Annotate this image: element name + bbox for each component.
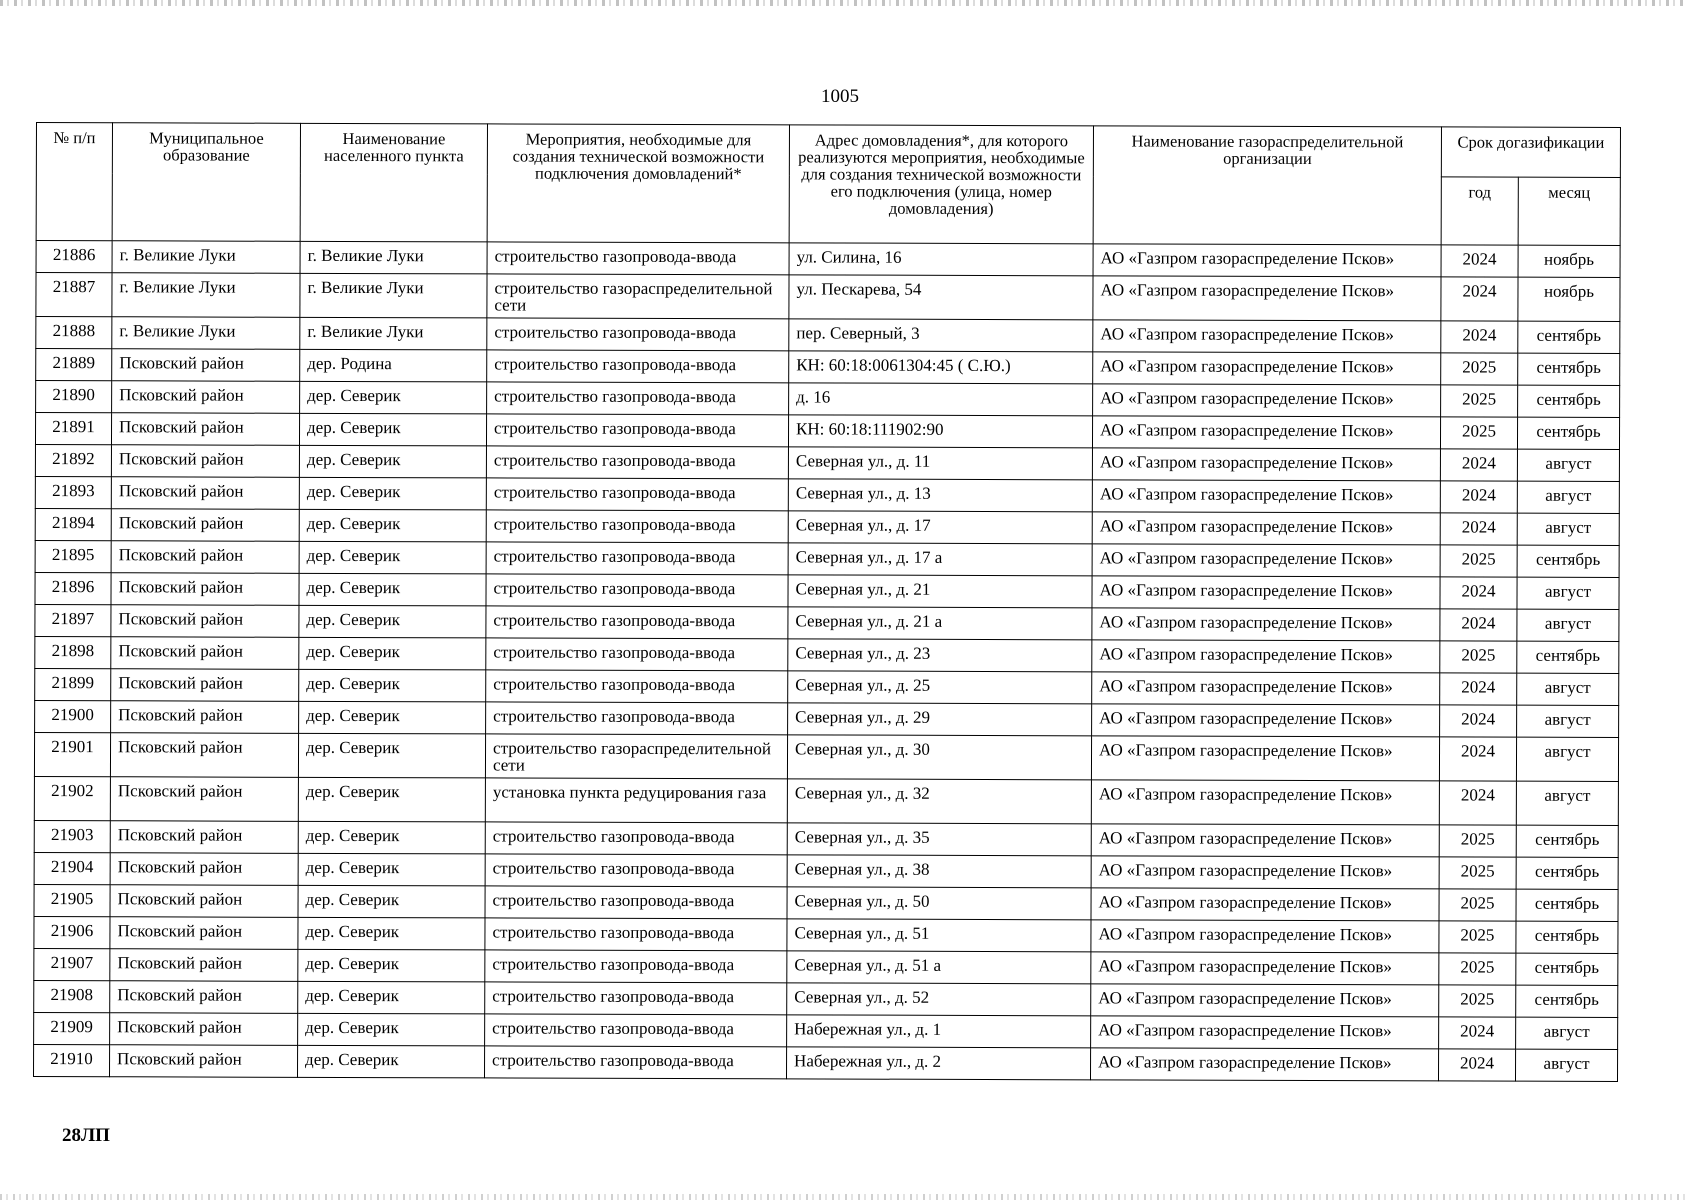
cell-num: 21897 bbox=[35, 604, 111, 636]
table-row bbox=[36, 273, 1620, 322]
table-row bbox=[34, 1012, 1618, 1049]
cell-municipality: Псковский район bbox=[111, 541, 299, 574]
cell-measure: строительство газопровода-ввода bbox=[486, 542, 788, 575]
cell-organization: АО «Газпром газораспределение Псков» bbox=[1090, 1048, 1438, 1081]
cell-municipality: Псковский район bbox=[111, 477, 299, 510]
cell-municipality: Псковский район bbox=[112, 349, 300, 382]
cell-num: 21909 bbox=[34, 1012, 110, 1044]
header-num: № п/п bbox=[36, 123, 112, 241]
cell-measure: строительство газопровода-ввода bbox=[486, 414, 788, 447]
cell-measure: строительство газопровода-ввода bbox=[485, 822, 787, 855]
cell-num: 21901 bbox=[34, 732, 110, 776]
cell-month: август bbox=[1517, 577, 1619, 609]
cell-num: 21891 bbox=[35, 413, 111, 445]
cell-organization: АО «Газпром газораспределение Псков» bbox=[1092, 544, 1440, 577]
cell-measure: строительство газопровода-ввода bbox=[485, 982, 787, 1015]
cell-measure: строительство газопровода-ввода bbox=[485, 918, 787, 951]
table-row bbox=[36, 241, 1620, 278]
cell-organization: АО «Газпром газораспределение Псков» bbox=[1092, 416, 1440, 449]
table-row bbox=[34, 1044, 1618, 1081]
table-body bbox=[34, 241, 1621, 1082]
cell-num: 21902 bbox=[34, 776, 110, 820]
cell-address: Северная ул., д. 23 bbox=[788, 639, 1092, 672]
scan-edge-bottom bbox=[0, 1194, 1686, 1200]
cell-num: 21894 bbox=[35, 508, 111, 540]
table-row bbox=[36, 381, 1620, 418]
cell-measure: строительство газопровода-ввода bbox=[487, 318, 789, 351]
header-year: год bbox=[1441, 177, 1518, 245]
cell-address: ул. Пескарева, 54 bbox=[789, 275, 1093, 320]
cell-year: 2025 bbox=[1439, 985, 1516, 1017]
cell-organization: АО «Газпром газораспределение Псков» bbox=[1092, 448, 1440, 481]
cell-municipality: Псковский район bbox=[110, 1013, 298, 1046]
cell-measure: строительство газопровода-ввода bbox=[486, 702, 788, 735]
cell-address: Северная ул., д. 25 bbox=[788, 671, 1092, 704]
cell-month: сентябрь bbox=[1516, 953, 1618, 985]
cell-settlement: дер. Северик bbox=[298, 777, 485, 822]
cell-month: август bbox=[1516, 737, 1618, 781]
cell-num: 21890 bbox=[36, 381, 112, 413]
cell-address: Набережная ул., д. 1 bbox=[787, 1015, 1091, 1048]
cell-month: сентябрь bbox=[1516, 857, 1618, 889]
cell-year: 2024 bbox=[1439, 1017, 1516, 1049]
table-header bbox=[36, 123, 1620, 246]
cell-settlement: дер. Северик bbox=[299, 637, 486, 670]
cell-organization: АО «Газпром газораспределение Псков» bbox=[1093, 276, 1441, 321]
cell-month: сентябрь bbox=[1518, 385, 1620, 417]
scan-edge-top bbox=[0, 0, 1686, 6]
cell-month: август bbox=[1516, 781, 1618, 825]
cell-organization: АО «Газпром газораспределение Псков» bbox=[1091, 780, 1439, 825]
cell-organization: АО «Газпром газораспределение Псков» bbox=[1092, 672, 1440, 705]
cell-address: Набережная ул., д. 2 bbox=[786, 1047, 1090, 1080]
cell-year: 2025 bbox=[1441, 353, 1518, 385]
cell-settlement: дер. Северик bbox=[299, 541, 486, 574]
cell-year: 2024 bbox=[1440, 577, 1517, 609]
cell-settlement: г. Великие Луки bbox=[300, 241, 487, 274]
cell-year: 2024 bbox=[1440, 673, 1517, 705]
cell-municipality: Псковский район bbox=[110, 1045, 298, 1078]
cell-settlement: дер. Северик bbox=[298, 981, 485, 1014]
cell-measure: строительство газопровода-ввода bbox=[486, 670, 788, 703]
cell-municipality: г. Великие Луки bbox=[112, 241, 300, 274]
cell-organization: АО «Газпром газораспределение Псков» bbox=[1092, 480, 1440, 513]
cell-municipality: Псковский район bbox=[111, 509, 299, 542]
cell-address: Северная ул., д. 52 bbox=[787, 983, 1091, 1016]
page-number: 1005 bbox=[821, 86, 859, 107]
cell-month: сентябрь bbox=[1517, 641, 1619, 673]
table-row bbox=[34, 820, 1618, 857]
cell-municipality: Псковский район bbox=[111, 605, 299, 638]
cell-municipality: Псковский район bbox=[110, 885, 298, 918]
cell-month: август bbox=[1517, 673, 1619, 705]
table-row bbox=[34, 884, 1618, 921]
cell-measure: строительство газопровода-ввода bbox=[485, 1014, 787, 1047]
cell-year: 2024 bbox=[1440, 705, 1517, 737]
cell-year: 2024 bbox=[1441, 277, 1518, 321]
cell-year: 2024 bbox=[1440, 449, 1517, 481]
header-address: Адрес домовладения*, для которого реализуются мероприятия, необходимые для создания технической возможности его подключения (улица, номер домовладения) bbox=[789, 125, 1093, 244]
cell-settlement: дер. Северик bbox=[298, 733, 485, 778]
table-row bbox=[35, 413, 1619, 450]
cell-measure: установка пункта редуцирования газа bbox=[485, 778, 787, 823]
cell-organization: АО «Газпром газораспределение Псков» bbox=[1093, 384, 1441, 417]
cell-measure: строительство газораспределительной сети bbox=[485, 734, 787, 779]
cell-measure: строительство газопровода-ввода bbox=[486, 574, 788, 607]
cell-address: Северная ул., д. 30 bbox=[787, 735, 1091, 780]
header-organization: Наименование газораспределительной организации bbox=[1093, 126, 1441, 245]
cell-year: 2025 bbox=[1439, 857, 1516, 889]
cell-address: Северная ул., д. 13 bbox=[788, 479, 1092, 512]
cell-month: август bbox=[1517, 705, 1619, 737]
cell-address: Северная ул., д. 35 bbox=[787, 823, 1091, 856]
cell-organization: АО «Газпром газораспределение Псков» bbox=[1091, 824, 1439, 857]
cell-month: сентябрь bbox=[1516, 985, 1618, 1017]
cell-num: 21904 bbox=[34, 852, 110, 884]
cell-num: 21905 bbox=[34, 884, 110, 916]
cell-organization: АО «Газпром газораспределение Псков» bbox=[1092, 512, 1440, 545]
table-row bbox=[34, 948, 1618, 985]
cell-address: Северная ул., д. 29 bbox=[788, 703, 1092, 736]
cell-organization: АО «Газпром газораспределение Псков» bbox=[1091, 952, 1439, 985]
cell-num: 21903 bbox=[34, 820, 110, 852]
table-row bbox=[35, 476, 1619, 513]
cell-num: 21893 bbox=[35, 476, 111, 508]
table-row bbox=[35, 636, 1619, 673]
cell-municipality: Псковский район bbox=[111, 573, 299, 606]
cell-month: сентябрь bbox=[1517, 417, 1619, 449]
cell-municipality: Псковский район bbox=[111, 445, 299, 478]
cell-num: 21889 bbox=[36, 349, 112, 381]
cell-settlement: дер. Родина bbox=[300, 349, 487, 382]
cell-municipality: Псковский район bbox=[111, 669, 299, 702]
cell-organization: АО «Газпром газораспределение Псков» bbox=[1092, 704, 1440, 737]
cell-num: 21895 bbox=[35, 540, 111, 572]
cell-measure: строительство газопровода-ввода bbox=[487, 242, 789, 275]
cell-organization: АО «Газпром газораспределение Псков» bbox=[1091, 1016, 1439, 1049]
cell-month: август bbox=[1516, 1017, 1618, 1049]
table-row bbox=[35, 540, 1619, 577]
cell-organization: АО «Газпром газораспределение Псков» bbox=[1091, 736, 1439, 781]
cell-measure: строительство газопровода-ввода bbox=[484, 1046, 786, 1079]
header-deadline: Срок догазификации bbox=[1441, 127, 1620, 178]
cell-municipality: г. Великие Луки bbox=[112, 273, 300, 318]
cell-settlement: дер. Северик bbox=[299, 509, 486, 542]
cell-address: Северная ул., д. 32 bbox=[787, 779, 1091, 824]
header-municipality: Муниципальное образование bbox=[112, 123, 300, 242]
header-settlement: Наименование населенного пункта bbox=[300, 123, 487, 242]
cell-settlement: дер. Северик bbox=[298, 949, 485, 982]
cell-municipality: Псковский район bbox=[110, 821, 298, 854]
cell-month: август bbox=[1517, 449, 1619, 481]
cell-address: Северная ул., д. 51 bbox=[787, 919, 1091, 952]
header-month: месяц bbox=[1518, 177, 1620, 245]
cell-year: 2024 bbox=[1438, 1049, 1515, 1081]
cell-num: 21900 bbox=[35, 700, 111, 732]
cell-month: август bbox=[1517, 609, 1619, 641]
cell-month: сентябрь bbox=[1516, 889, 1618, 921]
cell-settlement: г. Великие Луки bbox=[300, 317, 487, 350]
table-row bbox=[35, 668, 1619, 705]
cell-month: сентябрь bbox=[1516, 921, 1618, 953]
cell-year: 2025 bbox=[1441, 385, 1518, 417]
cell-address: Северная ул., д. 50 bbox=[787, 887, 1091, 920]
cell-municipality: Псковский район bbox=[111, 637, 299, 670]
cell-year: 2024 bbox=[1440, 609, 1517, 641]
cell-month: ноябрь bbox=[1518, 277, 1620, 321]
cell-num: 21886 bbox=[36, 241, 112, 273]
cell-address: Северная ул., д. 21 а bbox=[788, 607, 1092, 640]
cell-municipality: Псковский район bbox=[110, 917, 298, 950]
cell-address: пер. Северный, 3 bbox=[789, 319, 1093, 352]
cell-organization: АО «Газпром газораспределение Псков» bbox=[1091, 888, 1439, 921]
cell-settlement: дер. Северик bbox=[299, 605, 486, 638]
cell-settlement: дер. Северик bbox=[298, 1013, 485, 1046]
cell-municipality: Псковский район bbox=[110, 777, 298, 822]
cell-municipality: Псковский район bbox=[110, 949, 298, 982]
cell-organization: АО «Газпром газораспределение Псков» bbox=[1093, 320, 1441, 353]
cell-year: 2024 bbox=[1439, 781, 1516, 825]
cell-municipality: Псковский район bbox=[111, 701, 299, 734]
cell-municipality: Псковский район bbox=[110, 981, 298, 1014]
cell-municipality: г. Великие Луки bbox=[112, 317, 300, 350]
footer-code: 28ЛП bbox=[62, 1125, 110, 1146]
cell-address: ул. Силина, 16 bbox=[789, 243, 1093, 276]
cell-month: август bbox=[1517, 513, 1619, 545]
cell-month: сентябрь bbox=[1518, 321, 1620, 353]
cell-num: 21899 bbox=[35, 668, 111, 700]
cell-address: Северная ул., д. 51 а bbox=[787, 951, 1091, 984]
table-row bbox=[35, 700, 1619, 737]
table-row bbox=[34, 776, 1618, 825]
cell-settlement: дер. Северик bbox=[299, 477, 486, 510]
cell-measure: строительство газопровода-ввода bbox=[486, 638, 788, 671]
table-row bbox=[34, 916, 1618, 953]
cell-address: Северная ул., д. 17 bbox=[788, 511, 1092, 544]
cell-organization: АО «Газпром газораспределение Псков» bbox=[1092, 576, 1440, 609]
cell-address: Северная ул., д. 17 а bbox=[788, 543, 1092, 576]
cell-settlement: дер. Северик bbox=[299, 573, 486, 606]
cell-measure: строительство газопровода-ввода bbox=[485, 886, 787, 919]
cell-address: Северная ул., д. 21 bbox=[788, 575, 1092, 608]
cell-settlement: дер. Северик bbox=[298, 853, 485, 886]
cell-month: сентябрь bbox=[1518, 353, 1620, 385]
cell-num: 21908 bbox=[34, 980, 110, 1012]
cell-settlement: дер. Северик bbox=[298, 917, 485, 950]
cell-organization: АО «Газпром газораспределение Псков» bbox=[1091, 856, 1439, 889]
cell-num: 21898 bbox=[35, 636, 111, 668]
cell-address: д. 16 bbox=[789, 383, 1093, 416]
cell-month: август bbox=[1515, 1049, 1617, 1081]
table-row bbox=[35, 572, 1619, 609]
cell-measure: строительство газораспределительной сети bbox=[487, 274, 789, 319]
cell-municipality: Псковский район bbox=[110, 853, 298, 886]
cell-settlement: дер. Северик bbox=[298, 885, 485, 918]
table-row bbox=[36, 317, 1620, 354]
cell-settlement: дер. Северик bbox=[300, 381, 487, 414]
cell-year: 2025 bbox=[1440, 417, 1517, 449]
cell-num: 21896 bbox=[35, 572, 111, 604]
cell-year: 2024 bbox=[1441, 245, 1518, 277]
cell-num: 21907 bbox=[34, 948, 110, 980]
table-row bbox=[35, 508, 1619, 545]
header-measures: Мероприятия, необходимые для создания технической возможности подключения домовладений* bbox=[487, 124, 789, 243]
cell-year: 2025 bbox=[1440, 545, 1517, 577]
table-row bbox=[34, 732, 1618, 781]
cell-organization: АО «Газпром газораспределение Псков» bbox=[1093, 352, 1441, 385]
table-row bbox=[36, 349, 1620, 386]
cell-measure: строительство газопровода-ввода bbox=[486, 606, 788, 639]
cell-settlement: дер. Северик bbox=[299, 701, 486, 734]
cell-municipality: Псковский район bbox=[112, 381, 300, 414]
cell-year: 2025 bbox=[1440, 641, 1517, 673]
cell-num: 21910 bbox=[34, 1044, 110, 1076]
cell-year: 2024 bbox=[1439, 737, 1516, 781]
cell-year: 2025 bbox=[1439, 825, 1516, 857]
cell-month: август bbox=[1517, 481, 1619, 513]
cell-measure: строительство газопровода-ввода bbox=[486, 446, 788, 479]
cell-organization: АО «Газпром газораспределение Псков» bbox=[1092, 608, 1440, 641]
cell-settlement: дер. Северик bbox=[299, 669, 486, 702]
cell-year: 2024 bbox=[1440, 481, 1517, 513]
table-row bbox=[34, 852, 1618, 889]
cell-settlement: дер. Северик bbox=[298, 821, 485, 854]
cell-organization: АО «Газпром газораспределение Псков» bbox=[1092, 640, 1440, 673]
cell-month: ноябрь bbox=[1518, 245, 1620, 277]
cell-measure: строительство газопровода-ввода bbox=[487, 350, 789, 383]
cell-num: 21888 bbox=[36, 317, 112, 349]
cell-measure: строительство газопровода-ввода bbox=[485, 950, 787, 983]
cell-month: сентябрь bbox=[1516, 825, 1618, 857]
cell-num: 21892 bbox=[35, 444, 111, 476]
cell-organization: АО «Газпром газораспределение Псков» bbox=[1091, 920, 1439, 953]
cell-municipality: Псковский район bbox=[110, 733, 298, 778]
cell-organization: АО «Газпром газораспределение Псков» bbox=[1093, 244, 1441, 277]
cell-year: 2025 bbox=[1439, 921, 1516, 953]
gasification-table bbox=[33, 122, 1621, 1082]
cell-settlement: дер. Северик bbox=[299, 445, 486, 478]
cell-settlement: г. Великие Луки bbox=[300, 273, 487, 318]
table-row bbox=[35, 444, 1619, 481]
cell-address: Северная ул., д. 11 bbox=[788, 447, 1092, 480]
cell-address: КН: 60:18:111902:90 bbox=[788, 415, 1092, 448]
cell-num: 21887 bbox=[36, 273, 112, 317]
table-row bbox=[35, 604, 1619, 641]
cell-year: 2025 bbox=[1439, 953, 1516, 985]
cell-settlement: дер. Северик bbox=[299, 413, 486, 446]
cell-measure: строительство газопровода-ввода bbox=[486, 478, 788, 511]
cell-address: КН: 60:18:0061304:45 ( С.Ю.) bbox=[789, 351, 1093, 384]
cell-month: сентябрь bbox=[1517, 545, 1619, 577]
cell-num: 21906 bbox=[34, 916, 110, 948]
cell-year: 2025 bbox=[1439, 889, 1516, 921]
cell-municipality: Псковский район bbox=[111, 413, 299, 446]
cell-settlement: дер. Северик bbox=[298, 1045, 485, 1078]
cell-year: 2024 bbox=[1441, 321, 1518, 353]
cell-address: Северная ул., д. 38 bbox=[787, 855, 1091, 888]
cell-measure: строительство газопровода-ввода bbox=[486, 510, 788, 543]
cell-measure: строительство газопровода-ввода bbox=[487, 382, 789, 415]
cell-measure: строительство газопровода-ввода bbox=[485, 854, 787, 887]
cell-organization: АО «Газпром газораспределение Псков» bbox=[1091, 984, 1439, 1017]
table-row bbox=[34, 980, 1618, 1017]
cell-year: 2024 bbox=[1440, 513, 1517, 545]
